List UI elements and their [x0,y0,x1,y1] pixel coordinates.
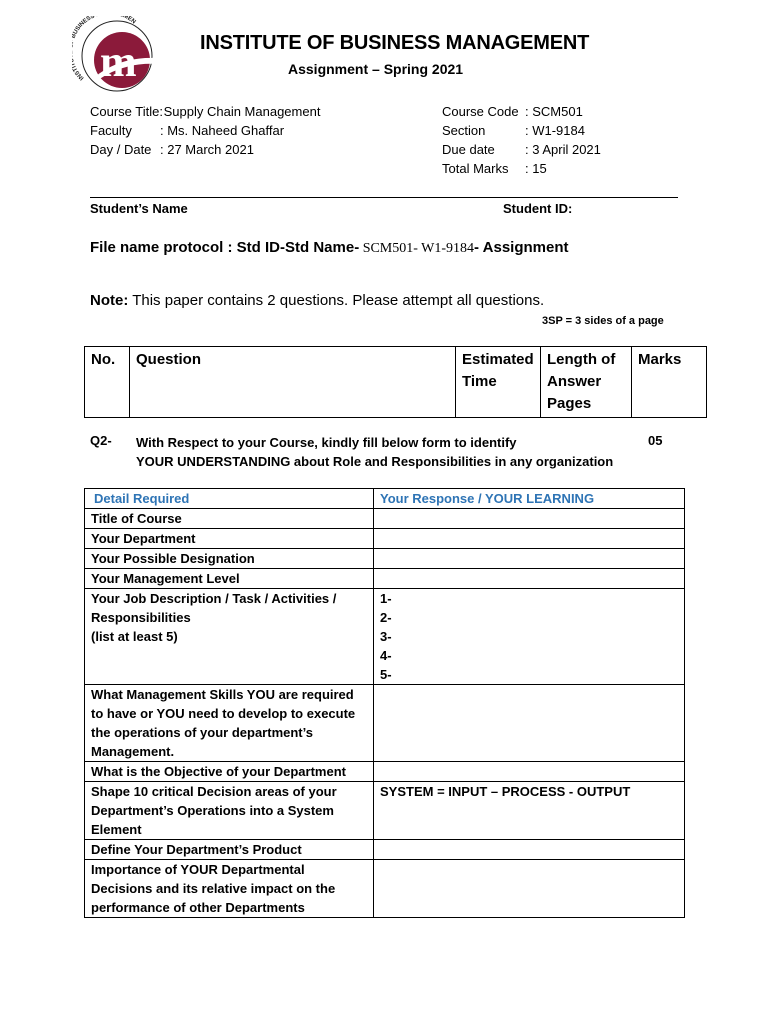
due-date-row [442,140,601,159]
form-row-response[interactable]: 1- 2- 3- 4- 5- [374,589,685,685]
course-info-left [90,102,320,159]
form-header-response: Your Response / YOUR LEARNING [374,489,685,509]
form-row-response[interactable] [374,509,685,529]
divider-line [90,197,678,198]
total-marks-label: Total Marks [442,161,509,176]
q2-line2: YOUR UNDERSTANDING about Role and Responsibilities in any organization [136,454,614,469]
response-form-table [84,488,685,918]
form-row-label: Your Job Description / Task / Activities / Responsibilities (list at least 5) [85,589,374,685]
form-row [85,860,685,918]
form-row [85,569,685,589]
q2-line1: With Respect to your Course, kindly fill below form to identify [136,435,517,450]
form-header-detail: Detail Required [85,489,374,509]
form-row-label: Define Your Department’s Product [85,840,374,860]
due-date-label: Due date [442,142,495,157]
form-row-label: Title of Course [85,509,374,529]
date-label: Day / Date [90,142,152,157]
section-row [442,121,601,140]
faculty-label: Faculty [90,123,132,138]
course-title-label: Course Title: [90,104,163,119]
course-info-right [442,102,601,178]
course-code-row [442,102,601,121]
header-estimated-time: Estimated Time [456,347,541,418]
form-row-response[interactable] [374,762,685,782]
protocol-label: File name protocol : Std ID-Std Name- [90,239,360,256]
form-row [85,589,685,685]
form-row-response[interactable] [374,529,685,549]
form-row-label: Importance of YOUR Departmental Decisions and its relative impact on the performance of other Departments [85,860,374,918]
logo-arc-text: INSTI USINESS MEN [72,16,137,81]
institute-logo [72,16,162,92]
student-id-label: Student ID: [503,201,573,216]
header-marks: Marks [632,347,707,418]
header-question: Question [130,347,456,418]
form-row-label: Your Management Level [85,569,374,589]
protocol-code: SCM501- W1-9184 [359,241,475,256]
due-date-value: : 3 April 2021 [525,142,601,157]
form-row-response[interactable] [374,549,685,569]
form-row [85,840,685,860]
q2-marks: 05 [648,433,663,448]
section-label: Section [442,123,486,138]
date-value: : 27 March 2021 [160,142,254,157]
question-header-table [84,346,707,418]
form-row-label: Your Possible Designation [85,549,374,569]
q2-text [136,433,613,471]
form-row-response[interactable] [374,840,685,860]
q2-number: Q2- [90,433,112,448]
svg-text:m: m [100,37,137,86]
student-name-label: Student’s Name [90,201,188,216]
section-value: : W1-9184 [525,123,585,138]
header-length: Length of Answer Pages [541,347,632,418]
form-row-label: What is the Objective of your Department [85,762,374,782]
note-label: Note: [90,292,129,309]
faculty-row [90,121,320,140]
form-row [85,782,685,840]
form-header-row [85,489,685,509]
note-text: This paper contains 2 questions. Please attempt all questions. [128,292,545,309]
course-code-value: : SCM501 [525,104,583,119]
form-row [85,529,685,549]
total-marks-row [442,159,601,178]
form-row [85,509,685,529]
course-code-label: Course Code [442,104,519,119]
assignment-subtitle: Assignment – Spring 2021 [288,61,464,77]
question-header-row [85,347,707,418]
form-row-label: What Management Skills YOU are required to have or YOU need to develop to execute the operations of your department’s Management. [85,685,374,762]
form-row-response[interactable]: SYSTEM = INPUT – PROCESS - OUTPUT [374,782,685,840]
date-row [90,140,320,159]
note-line [90,292,544,309]
form-row-label: Your Department [85,529,374,549]
form-row [85,685,685,762]
course-title-value: Supply Chain Management [160,104,321,119]
faculty-value: : Ms. Naheed Ghaffar [160,123,285,138]
file-name-protocol [90,239,569,257]
course-title-row [90,102,320,121]
sides-note: 3SP = 3 sides of a page [542,315,664,327]
form-row [85,549,685,569]
total-marks-value: : 15 [525,161,547,176]
form-row [85,762,685,782]
institute-title: INSTITUTE OF BUSINESS MANAGEMENT [200,32,590,54]
header-no: No. [85,347,130,418]
form-row-label: Shape 10 critical Decision areas of your Department’s Operations into a System Element [85,782,374,840]
protocol-suffix: - Assignment [474,239,569,256]
form-row-response[interactable] [374,860,685,918]
form-row-response[interactable] [374,569,685,589]
form-row-response[interactable] [374,685,685,762]
